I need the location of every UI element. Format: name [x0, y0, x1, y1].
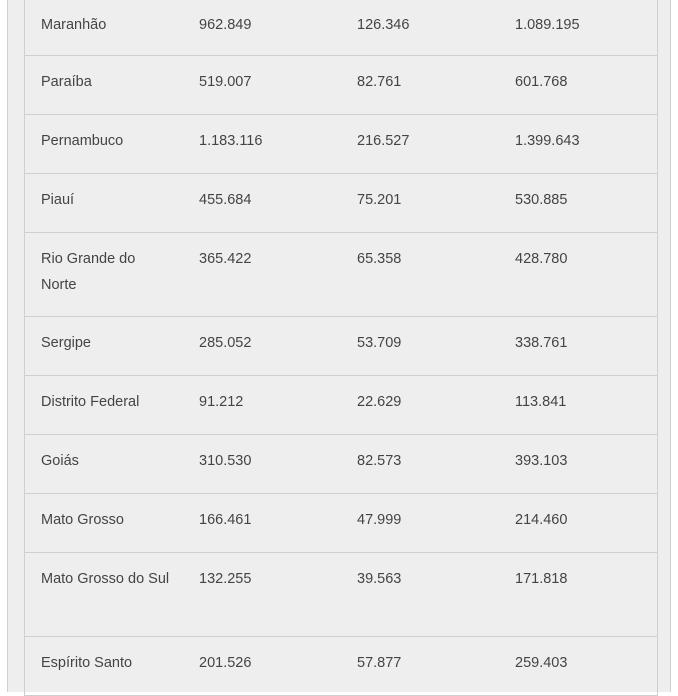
state-cell: Goiás	[41, 453, 79, 469]
table-row	[25, 376, 657, 435]
value-cell: 285.052	[199, 335, 252, 351]
value-cell: 216.527	[357, 133, 410, 149]
total-cell: 530.885	[515, 192, 568, 208]
value-cell: 126.346	[357, 17, 410, 33]
value-cell: 365.422	[199, 251, 252, 267]
page-background	[7, 0, 671, 692]
table-row	[25, 317, 657, 376]
total-cell: 428.780	[515, 251, 568, 267]
value-cell: 455.684	[199, 192, 252, 208]
table-row	[25, 637, 657, 696]
value-cell: 53.709	[357, 335, 402, 351]
value-cell: 201.526	[199, 655, 252, 671]
value-cell: 962.849	[199, 17, 252, 33]
table-row	[25, 435, 657, 494]
value-cell: 166.461	[199, 512, 252, 528]
value-cell: 519.007	[199, 74, 252, 90]
state-cell: Maranhão	[41, 17, 107, 33]
value-cell: 310.530	[199, 453, 252, 469]
total-cell: 393.103	[515, 453, 568, 469]
value-cell: 47.999	[357, 512, 402, 528]
value-cell: 91.212	[199, 394, 244, 410]
value-cell: 1.183.116	[199, 133, 263, 149]
total-cell: 1.399.643	[515, 133, 580, 149]
total-cell: 214.460	[515, 512, 568, 528]
total-cell: 338.761	[515, 335, 568, 351]
value-cell: 75.201	[357, 192, 402, 208]
state-cell: Distrito Federal	[41, 394, 140, 410]
table-row	[25, 553, 657, 637]
total-cell: 171.818	[515, 571, 568, 587]
value-cell: 57.877	[357, 655, 402, 671]
total-cell: 601.768	[515, 74, 568, 90]
table-row	[25, 233, 657, 317]
state-cell: Sergipe	[41, 335, 91, 351]
state-cell: Rio Grande do Norte	[41, 251, 136, 293]
table-row	[25, 115, 657, 174]
data-table	[24, 0, 658, 696]
state-cell: Piauí	[41, 192, 75, 208]
state-cell: Paraíba	[41, 74, 92, 90]
total-cell: 1.089.195	[515, 17, 580, 33]
state-cell: Espírito Santo	[41, 655, 133, 671]
state-cell: Pernambuco	[41, 133, 124, 149]
table-row	[25, 174, 657, 233]
value-cell: 132.255	[199, 571, 252, 587]
value-cell: 22.629	[357, 394, 402, 410]
value-cell: 65.358	[357, 251, 402, 267]
table-row	[25, 494, 657, 553]
state-cell: Mato Grosso do Sul	[41, 571, 170, 587]
total-cell: 113.841	[515, 394, 567, 410]
value-cell: 82.761	[357, 74, 402, 90]
table-row	[25, 56, 657, 115]
value-cell: 82.573	[357, 453, 402, 469]
state-cell: Mato Grosso	[41, 512, 124, 528]
value-cell: 39.563	[357, 571, 402, 587]
table-row	[25, 0, 657, 56]
total-cell: 259.403	[515, 655, 568, 671]
